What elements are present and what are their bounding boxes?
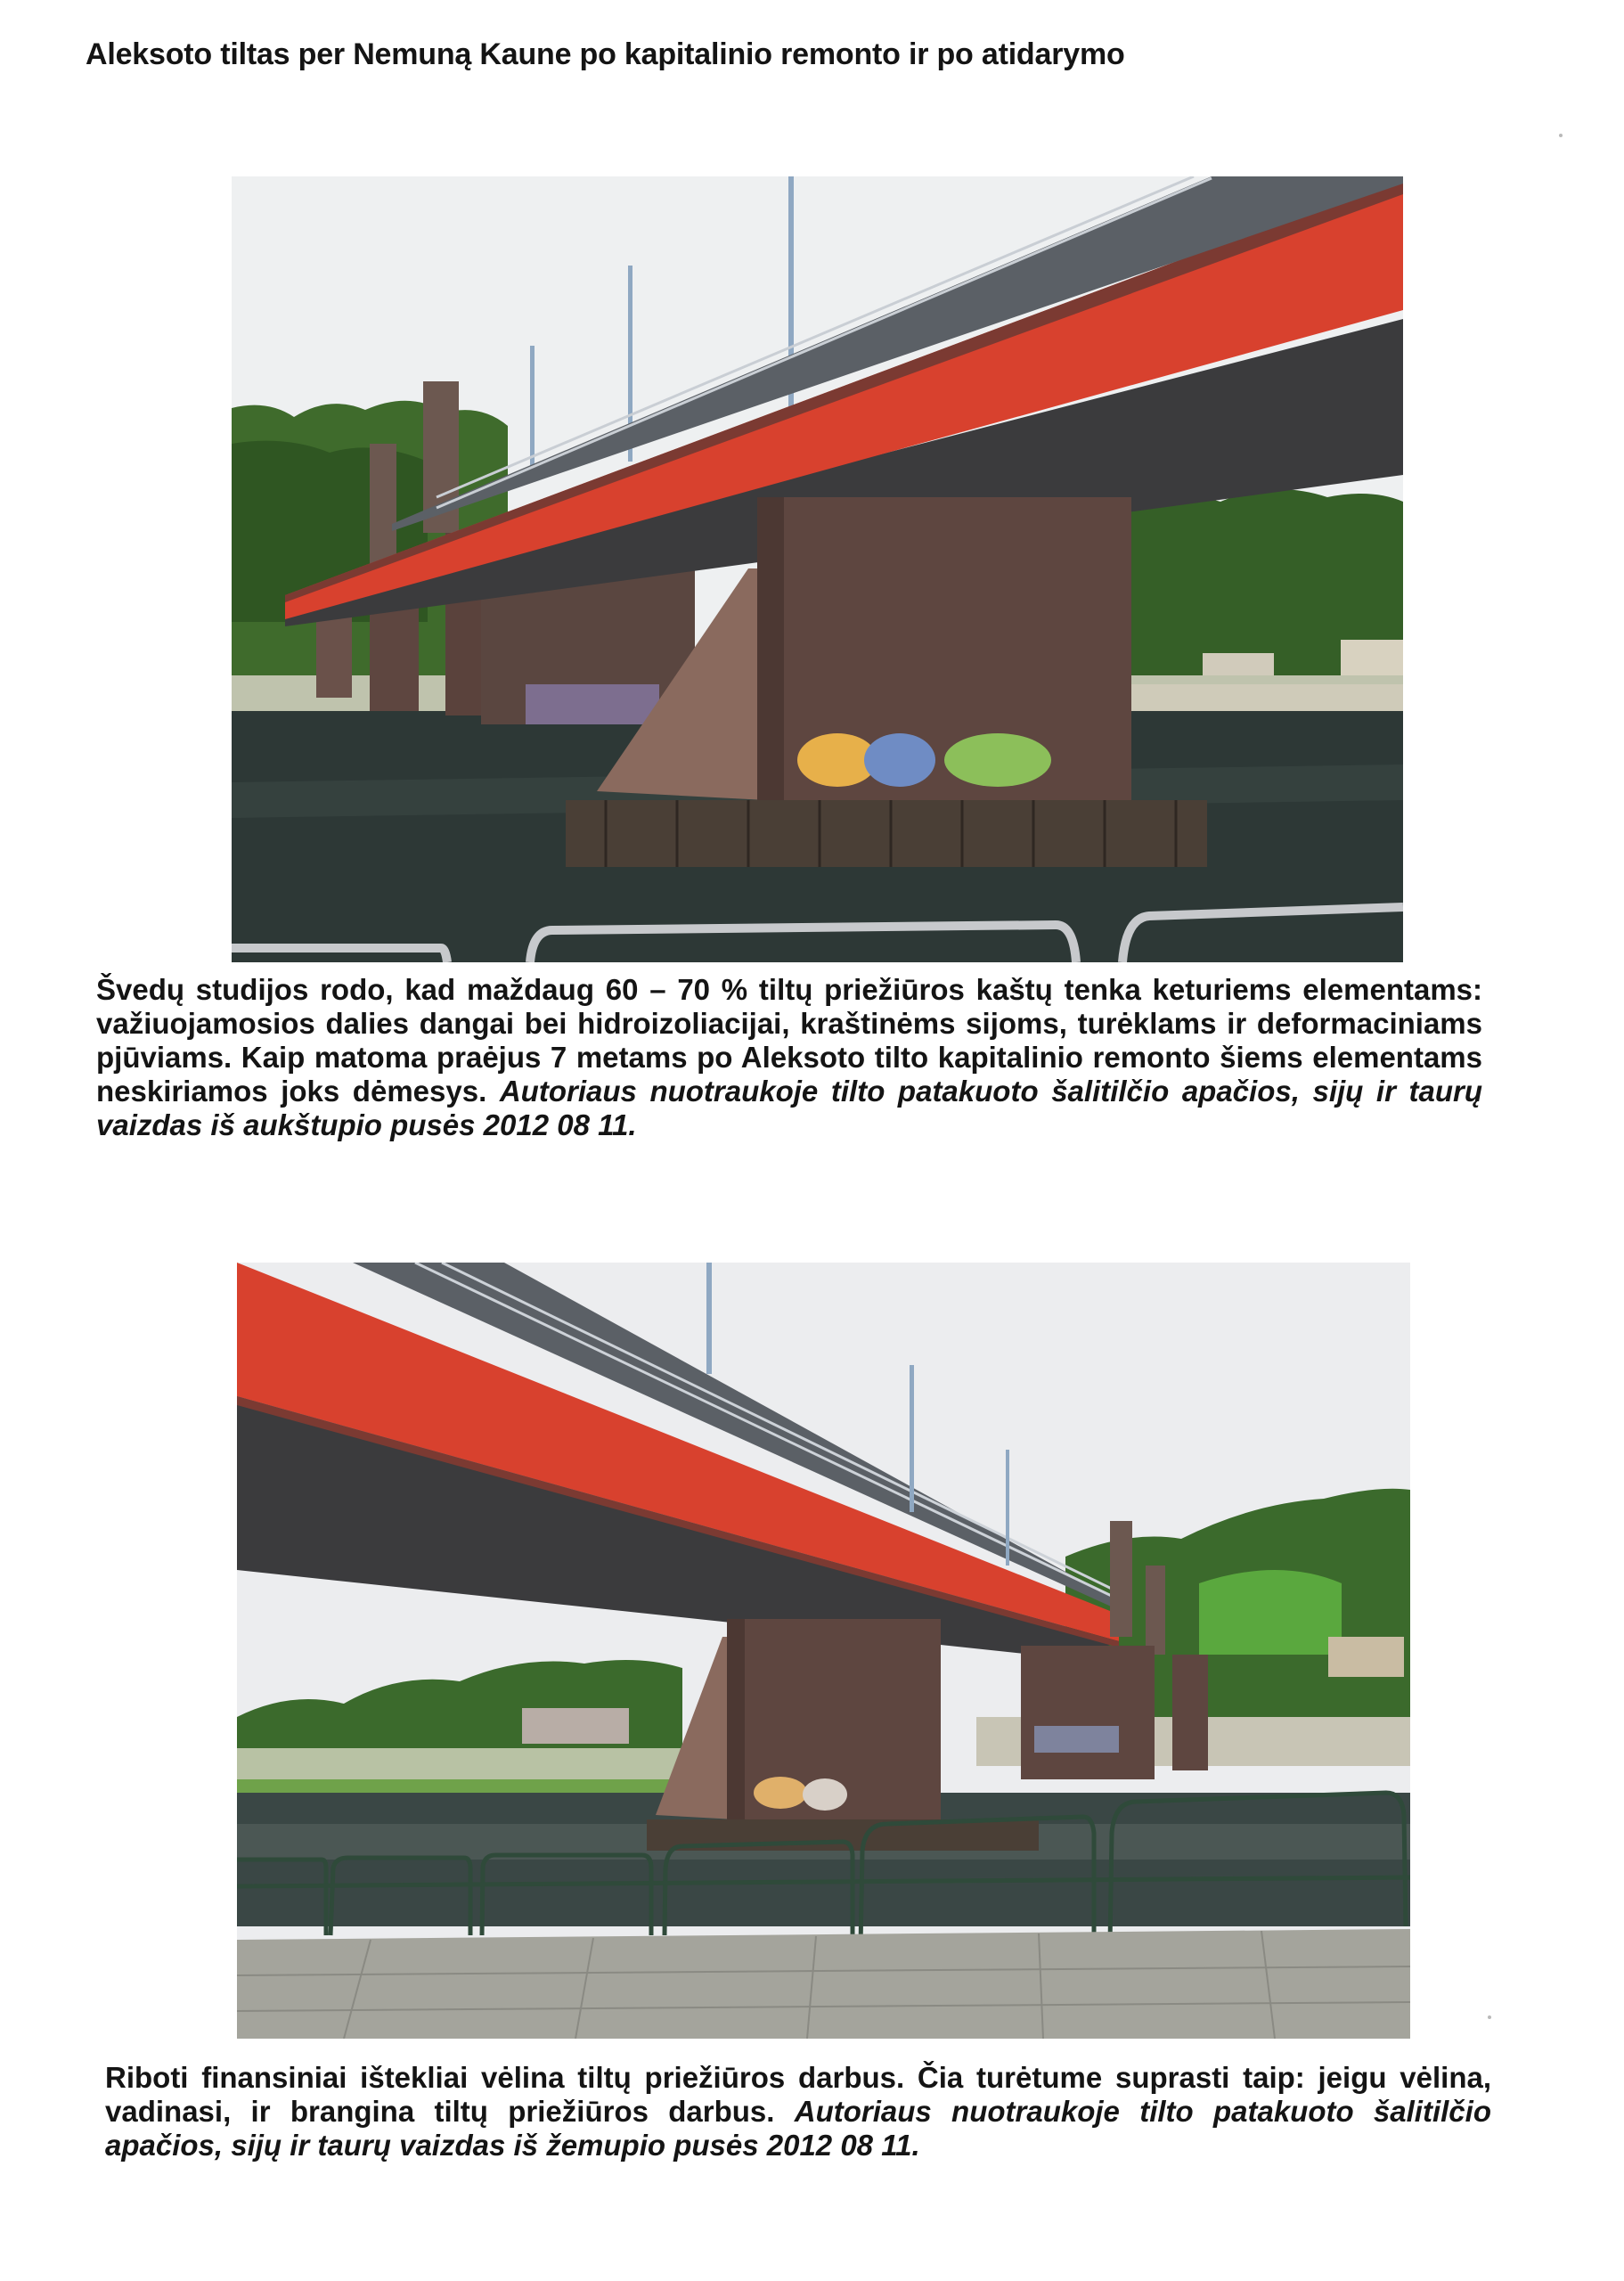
- bridge-photo-upstream: [232, 176, 1403, 962]
- caption-italic-text: Autoriaus nuotraukoje tilto patakuoto šalitilčio apačios, sijų ir taurų vaizdas iš žemupio pusės 2012 08 11.: [105, 2095, 1491, 2162]
- bridge-photo-downstream: [237, 1263, 1410, 2039]
- page-title: Aleksoto tiltas per Nemuną Kaune po kapitalinio remonto ir po atidarymo: [86, 37, 1125, 71]
- photo-caption-2: [105, 2061, 1491, 2162]
- photo-caption-1: [96, 973, 1482, 1142]
- scan-speck: [1559, 134, 1563, 137]
- caption-text: Švedų studijos rodo, kad maždaug 60 – 70 % tiltų priežiūros kaštų tenka keturiems elementams: važiuojamosios dalies dangai bei hidroizoliacijai, kraštinėms sijoms, turėklams ir deformaciniams pjūviams. Kaip matoma praėjus 7 metams po Aleksoto tilto kapitalinio remonto šiems elementams neskiriamos joks dėmesys.: [96, 973, 1482, 1108]
- scan-speck: [1488, 2015, 1491, 2019]
- caption-text: Riboti finansiniai ištekliai vėlina tiltų priežiūros darbus. Čia turėtume suprasti taip: jeigu vėlina, vadinasi, ir brangina tiltų priežiūros darbus.: [105, 2061, 1491, 2128]
- caption-italic-text: Autoriaus nuotraukoje tilto patakuoto šalitilčio apačios, sijų ir taurų vaizdas iš aukštupio pusės 2012 08 11.: [96, 1075, 1483, 1141]
